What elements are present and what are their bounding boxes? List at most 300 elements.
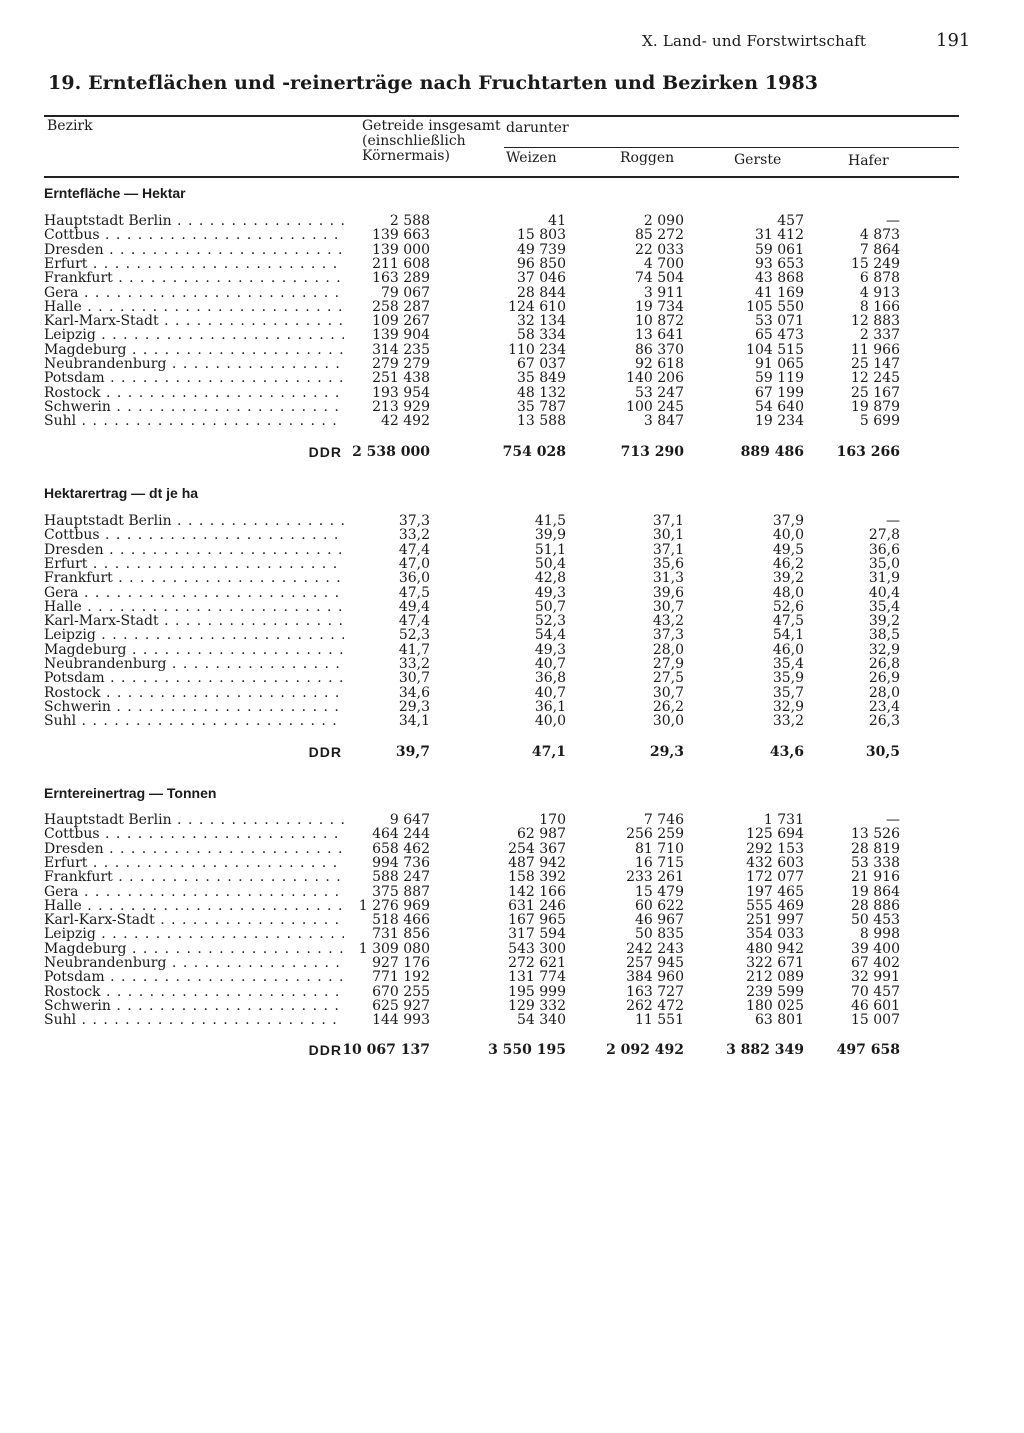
cell-hafer: 28 886: [851, 897, 900, 914]
bezirk-name: Potsdam . . .: [44, 671, 344, 685]
cell-hafer: 26,3: [868, 713, 900, 730]
cell-roggen: 43,2: [652, 613, 684, 630]
cell-hafer: 53 338: [851, 854, 900, 871]
bezirk-name: Erfurt . . .: [44, 257, 344, 271]
table-row: [44, 400, 914, 414]
cell-hafer: 15 007: [851, 1012, 900, 1029]
table-row: [44, 970, 914, 984]
column-header-getreide: [362, 119, 501, 164]
table-row: [44, 357, 914, 371]
table-row: [44, 228, 914, 242]
cell-weizen: 40,7: [534, 684, 566, 701]
cell-roggen: 3 847: [643, 413, 684, 430]
total-getreide: 39,7: [395, 744, 430, 760]
cell-weizen: 170: [539, 812, 566, 828]
bezirk-name: Gera . . .: [44, 586, 344, 600]
cell-roggen: 39,6: [652, 584, 684, 601]
cell-getreide: 47,4: [398, 613, 430, 630]
cell-getreide: 47,4: [398, 541, 430, 558]
cell-gerste: 31 412: [755, 227, 804, 244]
cell-weizen: 110 234: [508, 341, 566, 358]
cell-gerste: 39,2: [772, 570, 804, 587]
bezirk-name: Cottbus . . .: [44, 528, 344, 542]
cell-roggen: 262 472: [626, 997, 684, 1014]
cell-getreide: 79 067: [381, 284, 430, 301]
column-header-darunter: darunter: [506, 120, 569, 136]
bezirk-name: Cottbus . . .: [44, 827, 344, 841]
cell-roggen: 4 700: [643, 255, 684, 272]
table-row: [44, 586, 914, 600]
cell-getreide: 994 736: [372, 854, 430, 871]
cell-roggen: 92 618: [635, 356, 684, 372]
table-row: [44, 371, 914, 385]
cell-gerste: 432 603: [746, 854, 804, 871]
total-hafer: 497 658: [836, 1042, 900, 1058]
bezirk-name: Dresden . . .: [44, 543, 344, 557]
table-row: [44, 214, 914, 228]
table-row: [44, 286, 914, 300]
bezirk-name: Gera . . .: [44, 286, 344, 300]
cell-gerste: 125 694: [746, 826, 804, 843]
bezirk-name: Halle . . .: [44, 899, 344, 913]
cell-gerste: 35,4: [772, 656, 804, 672]
cell-gerste: 33,2: [772, 713, 804, 730]
table-row: [44, 714, 914, 728]
bezirk-name: Hauptstadt Berlin . . .: [44, 813, 344, 827]
cell-hafer: 46 601: [851, 997, 900, 1014]
table-row: [44, 614, 914, 628]
cell-hafer: 23,4: [868, 698, 900, 715]
cell-gerste: 555 469: [746, 897, 804, 914]
table-title: 19. Ernteflächen und -reinerträge nach Fruchtarten und Bezirken 1983: [48, 72, 819, 94]
cell-gerste: 322 671: [746, 955, 804, 971]
total-label: DDR: [308, 1042, 342, 1058]
table-row: [44, 271, 914, 285]
bezirk-name: Rostock . . .: [44, 686, 344, 700]
table-row: [44, 856, 914, 870]
total-weizen: 3 550 195: [488, 1042, 566, 1058]
cell-weizen: 49 739: [517, 241, 566, 258]
cell-hafer: 15 249: [851, 255, 900, 272]
cell-weizen: 49,3: [534, 641, 566, 658]
cell-roggen: 384 960: [626, 969, 684, 986]
cell-gerste: 104 515: [746, 341, 804, 358]
bezirk-name: Gera . . .: [44, 885, 344, 899]
cell-roggen: 30,7: [652, 598, 684, 615]
table-row: [44, 657, 914, 671]
cell-hafer: 35,0: [868, 555, 900, 572]
cell-weizen: 58 334: [517, 327, 566, 344]
bezirk-name: Suhl . . .: [44, 1013, 344, 1027]
cell-gerste: 40,0: [772, 527, 804, 544]
table-row: [44, 328, 914, 342]
cell-roggen: 233 261: [626, 869, 684, 886]
cell-getreide: 109 267: [372, 313, 430, 330]
cell-gerste: 197 465: [746, 883, 804, 900]
table-row: [44, 314, 914, 328]
cell-gerste: 480 942: [746, 940, 804, 957]
cell-roggen: 30,0: [652, 713, 684, 730]
cell-weizen: 52,3: [534, 613, 566, 630]
header-top-rule: [44, 115, 959, 117]
cell-getreide: 30,7: [398, 670, 430, 687]
cell-hafer: 40,4: [868, 584, 900, 601]
section-title: Hektarertrag — dt je ha: [44, 485, 199, 501]
table-row: [44, 528, 914, 542]
bezirk-name: Frankfurt . . .: [44, 271, 344, 285]
cell-hafer: 39,2: [868, 613, 900, 630]
cell-hafer: 4 913: [859, 284, 900, 301]
bezirk-name: Neubrandenburg . . .: [44, 657, 344, 671]
table-row: [44, 386, 914, 400]
cell-hafer: 26,8: [868, 656, 900, 672]
column-header-bezirk: Bezirk: [47, 118, 93, 134]
table-row: [44, 813, 914, 827]
cell-roggen: 37,3: [652, 627, 684, 644]
bezirk-name: Halle . . .: [44, 600, 344, 614]
header-bottom-rule: [44, 176, 959, 178]
total-label: DDR: [308, 444, 342, 460]
table-row: [44, 243, 914, 257]
cell-hafer: 67 402: [851, 955, 900, 971]
cell-getreide: 37,3: [398, 513, 430, 529]
cell-hafer: 39 400: [851, 940, 900, 957]
cell-getreide: 258 287: [372, 298, 430, 315]
cell-hafer: 19 879: [851, 398, 900, 415]
cell-getreide: 144 993: [372, 1012, 430, 1029]
table-row: [44, 985, 914, 999]
cell-getreide: 731 856: [372, 926, 430, 943]
total-gerste: 3 882 349: [726, 1042, 804, 1058]
cell-hafer: 8 998: [859, 926, 900, 943]
cell-weizen: 40,7: [534, 656, 566, 672]
cell-hafer: 8 166: [859, 298, 900, 315]
cell-getreide: 139 904: [372, 327, 430, 344]
section-title: Erntefläche — Hektar: [44, 185, 186, 201]
cell-hafer: 5 699: [859, 413, 900, 430]
total-gerste: 889 486: [740, 444, 804, 460]
cell-gerste: 67 199: [755, 384, 804, 401]
cell-weizen: 142 166: [508, 883, 566, 900]
bezirk-name: Karl-Marx-Stadt . . .: [44, 314, 344, 328]
cell-weizen: 129 332: [508, 997, 566, 1014]
table-row: [44, 686, 914, 700]
cell-roggen: 257 945: [626, 955, 684, 971]
cell-weizen: 32 134: [517, 313, 566, 330]
cell-getreide: 49,4: [398, 598, 430, 615]
cell-weizen: 41,5: [534, 513, 566, 529]
cell-roggen: 11 551: [635, 1012, 684, 1029]
cell-roggen: 28,0: [652, 641, 684, 658]
bezirk-name: Frankfurt . . .: [44, 571, 344, 585]
total-row: [44, 445, 914, 459]
cell-roggen: 10 872: [635, 313, 684, 330]
cell-roggen: 242 243: [626, 940, 684, 957]
cell-gerste: 32,9: [772, 698, 804, 715]
cell-getreide: 34,6: [398, 684, 430, 701]
cell-getreide: 29,3: [398, 698, 430, 715]
cell-weizen: 28 844: [517, 284, 566, 301]
cell-hafer: 36,6: [868, 541, 900, 558]
bezirk-name: Dresden . . .: [44, 243, 344, 257]
cell-gerste: 54,1: [772, 627, 804, 644]
cell-gerste: 251 997: [746, 912, 804, 929]
total-hafer: 163 266: [836, 444, 900, 460]
cell-weizen: 42,8: [534, 570, 566, 587]
bezirk-name: Magdeburg . . .: [44, 343, 344, 357]
cell-hafer: 11 966: [851, 341, 900, 358]
cell-getreide: 47,0: [398, 555, 430, 572]
table-row: [44, 885, 914, 899]
table-row: [44, 600, 914, 614]
table-row: [44, 999, 914, 1013]
cell-hafer: 28,0: [868, 684, 900, 701]
column-header-weizen: Weizen: [506, 150, 557, 166]
table-row: [44, 557, 914, 571]
table-row: [44, 927, 914, 941]
cell-gerste: 63 801: [755, 1012, 804, 1029]
cell-hafer: 28 819: [851, 840, 900, 857]
cell-weizen: 317 594: [508, 926, 566, 943]
bezirk-name: Erfurt . . .: [44, 856, 344, 870]
cell-gerste: 49,5: [772, 541, 804, 558]
cell-gerste: 43 868: [755, 270, 804, 287]
cell-getreide: 47,5: [398, 584, 430, 601]
cell-hafer: 32 991: [851, 969, 900, 986]
cell-roggen: 27,9: [652, 656, 684, 672]
cell-hafer: 50 453: [851, 912, 900, 929]
table-row: [44, 1013, 914, 1027]
cell-weizen: 40,0: [534, 713, 566, 730]
table-row: [44, 571, 914, 585]
cell-hafer: 27,8: [868, 527, 900, 544]
cell-gerste: 59 061: [755, 241, 804, 258]
bezirk-name: Neubrandenburg . . .: [44, 956, 344, 970]
cell-hafer: 7 864: [859, 241, 900, 258]
bezirk-name: Suhl . . .: [44, 414, 344, 428]
cell-roggen: 37,1: [652, 513, 684, 529]
table-row: [44, 300, 914, 314]
cell-weizen: 124 610: [508, 298, 566, 315]
cell-gerste: 91 065: [755, 356, 804, 372]
cell-hafer: 26,9: [868, 670, 900, 687]
table-row: [44, 257, 914, 271]
column-header-hafer: Hafer: [848, 153, 889, 169]
bezirk-name: Magdeburg . . .: [44, 942, 344, 956]
cell-hafer: —: [886, 513, 900, 529]
cell-roggen: 27,5: [652, 670, 684, 687]
cell-gerste: 457: [777, 213, 804, 229]
cell-getreide: 34,1: [398, 713, 430, 730]
cell-gerste: 54 640: [755, 398, 804, 415]
total-row: [44, 745, 914, 759]
cell-getreide: 42 492: [381, 413, 430, 430]
cell-weizen: 36,1: [534, 698, 566, 715]
cell-weizen: 13 588: [517, 413, 566, 430]
cell-roggen: 16 715: [635, 854, 684, 871]
total-getreide: 10 067 137: [342, 1042, 430, 1058]
cell-gerste: 37,9: [772, 513, 804, 529]
cell-getreide: 139 000: [372, 241, 430, 258]
bezirk-name: Karl-Marx-Stadt . . .: [44, 614, 344, 628]
table-row: [44, 956, 914, 970]
cell-gerste: 239 599: [746, 983, 804, 1000]
column-header-getreide-line: Körnermais): [362, 148, 450, 164]
cell-roggen: 256 259: [626, 826, 684, 843]
bezirk-name: Dresden . . .: [44, 842, 344, 856]
bezirk-name: Halle . . .: [44, 300, 344, 314]
cell-gerste: 52,6: [772, 598, 804, 615]
total-row: [44, 1043, 914, 1057]
table-row: [44, 870, 914, 884]
table-row: [44, 899, 914, 913]
cell-getreide: 1 276 969: [358, 897, 430, 914]
cell-roggen: 31,3: [652, 570, 684, 587]
bezirk-name: Leipzig . . .: [44, 927, 344, 941]
column-header-getreide-line: Getreide insgesamt: [362, 118, 501, 134]
bezirk-name: Potsdam . . .: [44, 371, 344, 385]
cell-getreide: 658 462: [372, 840, 430, 857]
cell-hafer: 25 167: [851, 384, 900, 401]
cell-getreide: 464 244: [372, 826, 430, 843]
cell-roggen: 86 370: [635, 341, 684, 358]
cell-getreide: 670 255: [372, 983, 430, 1000]
cell-roggen: 2 090: [643, 213, 684, 229]
table-row: [44, 514, 914, 528]
cell-weizen: 37 046: [517, 270, 566, 287]
cell-roggen: 35,6: [652, 555, 684, 572]
cell-gerste: 212 089: [746, 969, 804, 986]
cell-weizen: 50,7: [534, 598, 566, 615]
cell-gerste: 53 071: [755, 313, 804, 330]
bezirk-name: Hauptstadt Berlin . . .: [44, 214, 344, 228]
cell-weizen: 50,4: [534, 555, 566, 572]
cell-roggen: 60 622: [635, 897, 684, 914]
cell-gerste: 59 119: [755, 370, 804, 387]
cell-roggen: 163 727: [626, 983, 684, 1000]
running-head: X. Land- und Forstwirtschaft: [642, 32, 867, 50]
table-row: [44, 842, 914, 856]
cell-gerste: 180 025: [746, 997, 804, 1014]
cell-weizen: 67 037: [517, 356, 566, 372]
bezirk-name: Magdeburg . . .: [44, 643, 344, 657]
table-row: [44, 414, 914, 428]
cell-getreide: 2 588: [389, 213, 430, 229]
bezirk-name: Leipzig . . .: [44, 628, 344, 642]
cell-hafer: 12 883: [851, 313, 900, 330]
cell-gerste: 19 234: [755, 413, 804, 430]
cell-getreide: 211 608: [372, 255, 430, 272]
cell-gerste: 354 033: [746, 926, 804, 943]
bezirk-name: Potsdam . . .: [44, 970, 344, 984]
total-weizen: 754 028: [502, 444, 566, 460]
table-row: [44, 942, 914, 956]
cell-getreide: 518 466: [372, 912, 430, 929]
cell-gerste: 65 473: [755, 327, 804, 344]
page-number: 191: [936, 30, 971, 51]
cell-weizen: 39,9: [534, 527, 566, 544]
column-header-roggen: Roggen: [620, 150, 675, 166]
cell-getreide: 375 887: [372, 883, 430, 900]
cell-weizen: 131 774: [508, 969, 566, 986]
cell-weizen: 35 849: [517, 370, 566, 387]
cell-weizen: 195 999: [508, 983, 566, 1000]
cell-hafer: 31,9: [868, 570, 900, 587]
cell-roggen: 37,1: [652, 541, 684, 558]
cell-weizen: 487 942: [508, 854, 566, 871]
cell-roggen: 46 967: [635, 912, 684, 929]
cell-roggen: 74 504: [635, 270, 684, 287]
cell-hafer: 13 526: [851, 826, 900, 843]
cell-roggen: 30,7: [652, 684, 684, 701]
cell-getreide: 193 954: [372, 384, 430, 401]
cell-gerste: 1 731: [763, 812, 804, 828]
cell-weizen: 272 621: [508, 955, 566, 971]
cell-weizen: 543 300: [508, 940, 566, 957]
cell-gerste: 93 653: [755, 255, 804, 272]
cell-getreide: 33,2: [398, 656, 430, 672]
cell-getreide: 36,0: [398, 570, 430, 587]
cell-roggen: 53 247: [635, 384, 684, 401]
cell-getreide: 625 927: [372, 997, 430, 1014]
cell-hafer: 2 337: [859, 327, 900, 344]
cell-roggen: 100 245: [626, 398, 684, 415]
table-row: [44, 543, 914, 557]
bezirk-name: Karl-Karx-Stadt . . .: [44, 913, 344, 927]
cell-weizen: 54 340: [517, 1012, 566, 1029]
cell-getreide: 52,3: [398, 627, 430, 644]
cell-weizen: 49,3: [534, 584, 566, 601]
cell-gerste: 48,0: [772, 584, 804, 601]
cell-getreide: 927 176: [372, 955, 430, 971]
table-row: [44, 343, 914, 357]
cell-getreide: 251 438: [372, 370, 430, 387]
table-row: [44, 671, 914, 685]
bezirk-name: Erfurt . . .: [44, 557, 344, 571]
total-gerste: 43,6: [769, 744, 804, 760]
cell-roggen: 7 746: [643, 812, 684, 828]
cell-hafer: —: [886, 812, 900, 828]
cell-roggen: 30,1: [652, 527, 684, 544]
cell-getreide: 9 647: [389, 812, 430, 828]
column-header-getreide-line: (einschließlich: [362, 133, 466, 149]
section-title: Erntereinertrag — Tonnen: [44, 785, 217, 801]
cell-hafer: 21 916: [851, 869, 900, 886]
total-getreide: 2 538 000: [352, 444, 430, 460]
cell-hafer: 38,5: [868, 627, 900, 644]
cell-roggen: 85 272: [635, 227, 684, 244]
cell-hafer: 25 147: [851, 356, 900, 372]
cell-gerste: 35,9: [772, 670, 804, 687]
cell-getreide: 33,2: [398, 527, 430, 544]
cell-hafer: 4 873: [859, 227, 900, 244]
cell-getreide: 213 929: [372, 398, 430, 415]
cell-roggen: 140 206: [626, 370, 684, 387]
bezirk-name: Rostock . . .: [44, 985, 344, 999]
cell-roggen: 19 734: [635, 298, 684, 315]
darunter-rule: [504, 147, 959, 148]
cell-gerste: 35,7: [772, 684, 804, 701]
cell-getreide: 279 279: [372, 356, 430, 372]
bezirk-name: Schwerin . . .: [44, 999, 344, 1013]
cell-hafer: 70 457: [851, 983, 900, 1000]
cell-weizen: 96 850: [517, 255, 566, 272]
cell-roggen: 3 911: [643, 284, 684, 301]
cell-getreide: 139 663: [372, 227, 430, 244]
cell-weizen: 48 132: [517, 384, 566, 401]
cell-weizen: 631 246: [508, 897, 566, 914]
cell-weizen: 54,4: [534, 627, 566, 644]
